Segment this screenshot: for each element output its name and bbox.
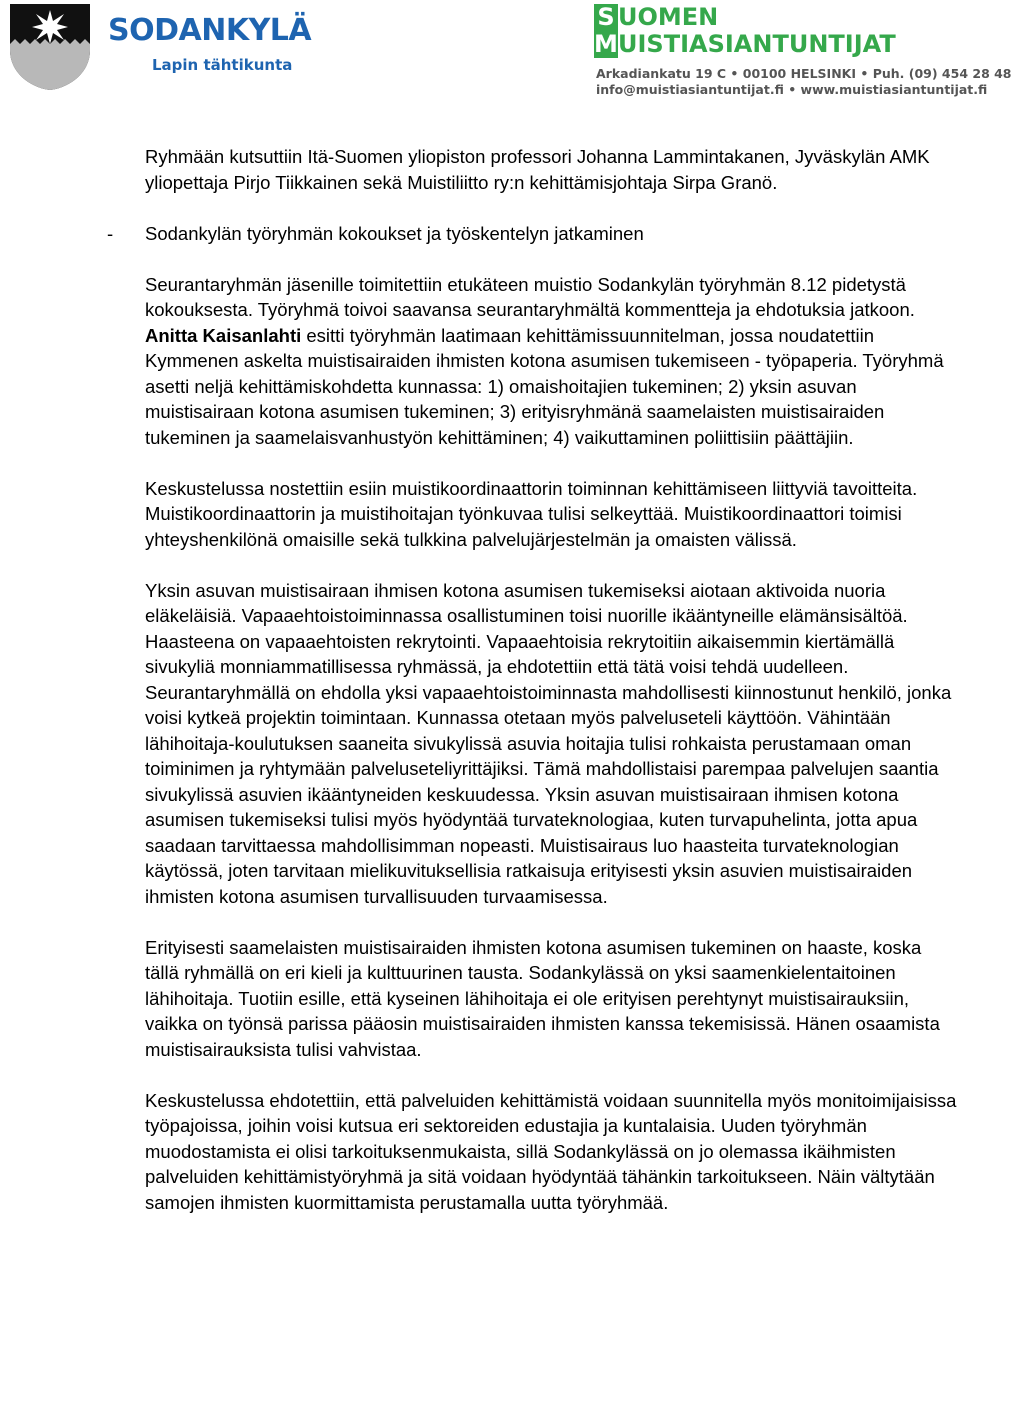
brand-line-1 bbox=[594, 4, 718, 31]
municipality-slogan: Lapin tähtikunta bbox=[152, 56, 293, 74]
paragraph-sami: Erityisesti saamelaisten muistisairaiden ihmisten kotona asumisen tukeminen on haaste, koska tällä ryhmällä on eri kieli ja kulttuurinen tausta. Sodankylässä on yksi saamenkielentaitoinen lähihoitaja. Tuotiin esille, että kyseinen lähihoitaja ei ole erityisen perehtynyt muistisairauksiin, vaikka on työnsä parissa pääosin muistisairaiden ihmisten kanssa tekemisissä. Hänen osaamista muistisairauksista tulisi vahvistaa. bbox=[145, 936, 940, 1060]
municipality-name: SODANKYLÄ bbox=[108, 13, 312, 48]
list-dash: - bbox=[107, 222, 114, 244]
brand-word-2: UISTIASIANTUNTIJAT bbox=[618, 30, 896, 58]
paragraph-group-invitees: Ryhmään kutsuttiin Itä-Suomen yliopiston professori Johanna Lammintakanen, Jyväskylän AMK yliopettaja Pirjo Tiikkainen sekä Muistiliitto ry:n kehittämisjohtaja Sirpa Granö. bbox=[145, 146, 930, 193]
brand-address: Arkadiankatu 19 C • 00100 HELSINKI • Puh. (09) 454 28 48 bbox=[596, 66, 1012, 81]
paragraph-text: esitti työryhmän laatimaan kehittämissuunnitelman, jossa noudatettiin Kymmenen askelta muistisairaiden ihmisten kotona asumisen tukemiseen - työpaperia. Työryhmä asetti neljä kehittämiskohdetta kunnassa: 1) omaishoitajien tukeminen; 2) yksin asuvan muistisairaan kotona asumisen tukeminen; 3) erityisryhmänä saamelaisten muistisairaiden tukeminen ja saamelaisvanhustyön kehittäminen; 4) vaikuttaminen poliittisiin päättäjiin. bbox=[145, 324, 944, 448]
sodankyla-logo bbox=[0, 0, 330, 96]
paragraph-text: Seurantaryhmän jäsenille toimitettiin etukäteen muistio Sodankylän työryhmän 8.12 pidetystä kokouksesta. Työryhmä toivoi saavansa seurantaryhmältä kommentteja ja ehdotuksia jatkoon. bbox=[145, 273, 915, 320]
list-item-working-group bbox=[0, 221, 960, 247]
brand-initial-m: M bbox=[594, 30, 618, 58]
paragraph-living-alone: Yksin asuvan muistisairaan ihmisen kotona asumisen tukemiseksi aiotaan aktivoida nuoria eläkeläisiä. Vapaaehtoistoiminnassa osallistuminen toisi nuorille ikääntyneille elämänsisältöä. Haasteena on vapaaehtoisten rekrytointi. Vapaaehtoisia rekrytoitiin aikaisemmin kiertämällä sivukyliä monniammatillisessa ryhmässä, ja ehdotettiin että tätä voisi tehdä uudelleen. Seurantaryhmällä on ehdolla yksi vapaaehtoistoiminnasta mahdollisesti kiinnostunut henkilö, jonka voisi kytkeä projektin toimintaan. Kunnassa otetaan myös palveluseteli käyttöön. Vähintään lähihoitaja-koulutuksen saaneita sivukylissä asuvia hoitajia tulisi rohkaista perustamaan oman toiminimen ja ryhtymään palveluseteliyrittäjiksi. Tämä mahdollistaisi parempaa palvelujen saantia sivukylissä asuvien ikääntyneiden keskuudessa. Yksin asuvan muistisairaan ihmisen kotona asumisen tukemiseksi tulisi myös hyödyntää turvateknologiaa, kuten turvapuhelinta, jotta apua saadaan tarvittaessa mahdollisimman nopeasti. Muistisairaus luo haasteita turvateknologian käytössä, joten tarvitaan mielikuvituksellisia ratkaisuja erityisesti yksin asuvien muistisairaiden ihmisten kotona asumisen turvallisuuden turvaamisessa. bbox=[145, 579, 952, 907]
brand-word-1: UOMEN bbox=[618, 3, 719, 31]
brand-web: info@muistiasiantuntijat.fi • www.muistiasiantuntijat.fi bbox=[596, 82, 988, 97]
document-body bbox=[0, 144, 960, 1241]
list-item-text: Sodankylän työryhmän kokoukset ja työskentelyn jatkaminen bbox=[145, 222, 644, 244]
sodankyla-coat-of-arms-icon bbox=[8, 2, 92, 92]
brand-initial-s: S bbox=[594, 4, 618, 31]
person-name: Anitta Kaisanlahti bbox=[145, 324, 302, 346]
muistiasiantuntijat-logo bbox=[594, 2, 1012, 98]
paragraph-workshops: Keskustelussa ehdotettiin, että palveluiden kehittämistä voidaan suunnitella myös monitoimijaisissa työpajoissa, joihin voisi kutsua eri sektoreiden edustajia ja kuntalaisia. Uuden työryhmän muodostamista ei olisi tarkoituksenmukaista, sillä Sodankylässä on jo olemassa ikäihmisten palveluiden kehittämistyöryhmä ja sitä voidaan hyödyntää tähänkin tarkoitukseen. Näin vältytään samojen ihmisten kuormittamista perustamalla uutta työryhmää. bbox=[145, 1089, 957, 1213]
paragraph-development-plan bbox=[145, 272, 960, 451]
brand-line-2 bbox=[594, 31, 896, 58]
page-header bbox=[0, 0, 1012, 100]
paragraph-memory-coordinator: Keskustelussa nostettiin esiin muistikoordinaattorin toiminnan kehittämiseen liittyviä tavoitteita. Muistikoordinaattorin ja muistihoitajan työnkuvaa tulisi selkeyttää. Muistikoordinaattori toimisi yhteyshenkilönä omaisille sekä tulkkina palvelujärjestelmän ja omaisten välissä. bbox=[145, 477, 918, 550]
